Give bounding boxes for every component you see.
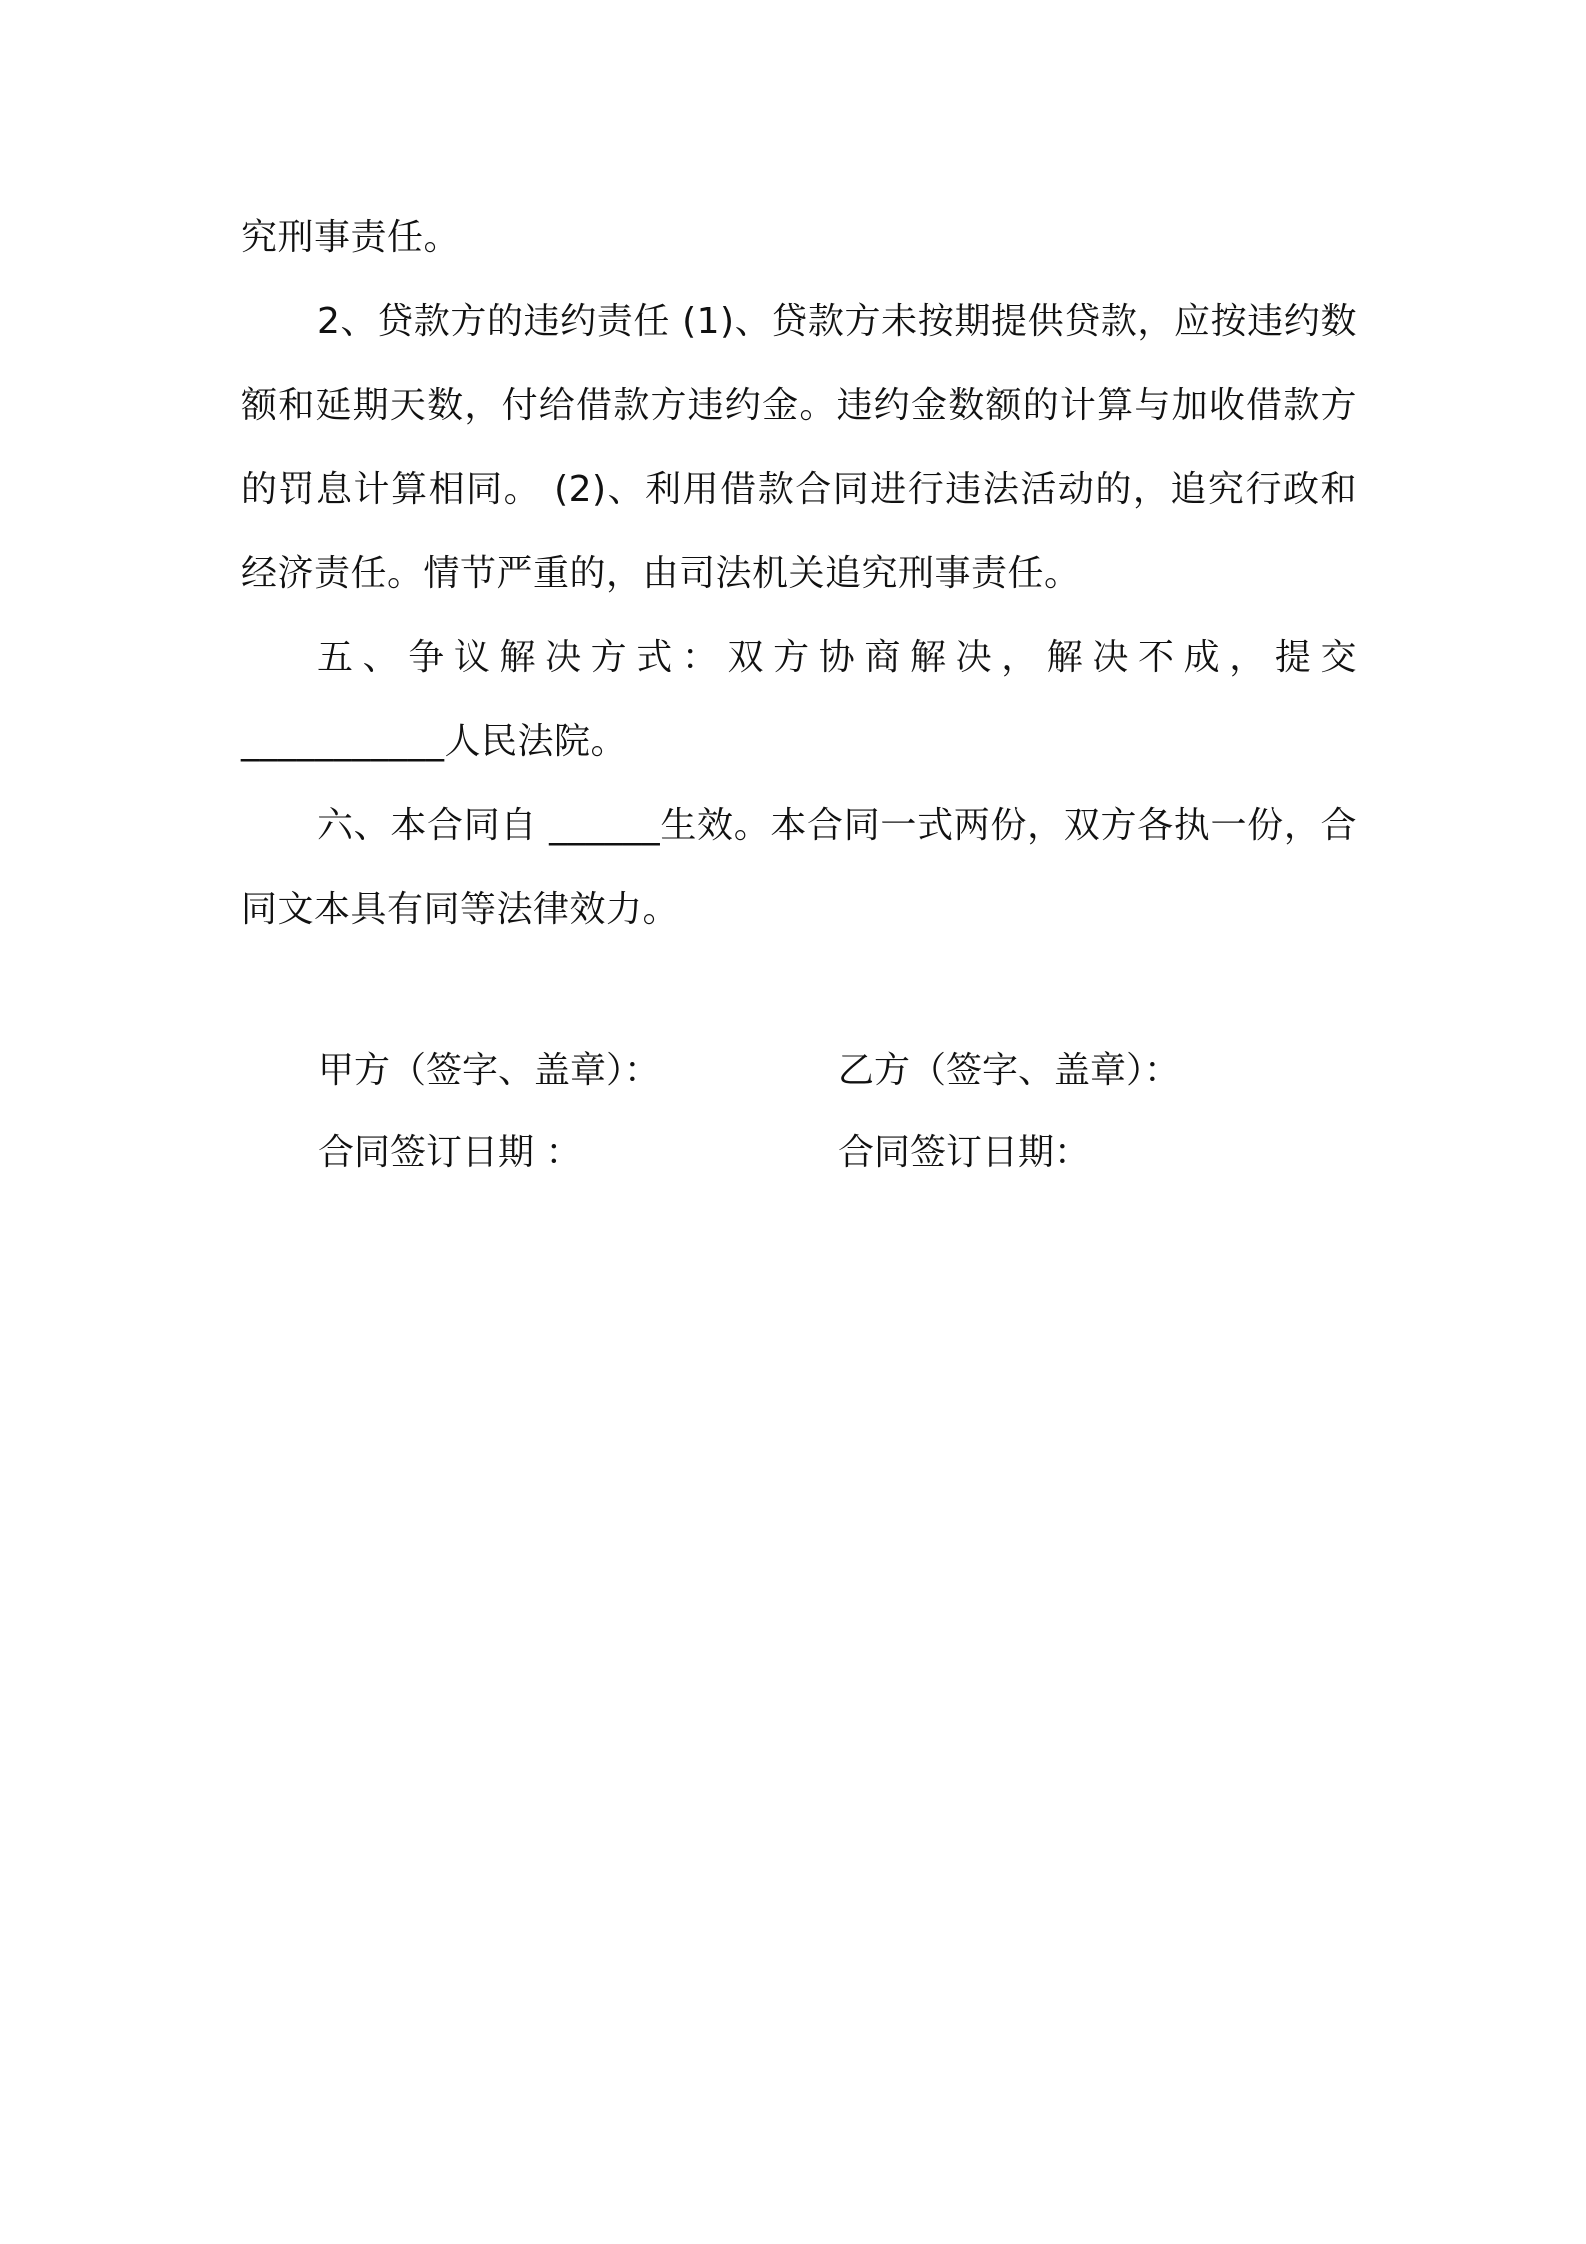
paragraph-lender-liability: 2、贷款方的违约责任 (1)、贷款方未按期提供贷款，应按违约数额和延期天数，付给借款方违约金。违约金数额的计算与加收借款方的罚息计算相同。 (2)、利用借款合同进行违法活动的，追究行政和经济责任。情节严重的，由司法机关追究刑事责任。 xyxy=(241,301,1357,594)
party-a-date-label: 合同签订日期 ： xyxy=(318,1132,582,1173)
contract-body xyxy=(241,196,1357,952)
date-row xyxy=(318,1112,1358,1194)
signature-row xyxy=(318,1030,1358,1112)
paragraph-dispute-resolution: 五、争议解决方式：双方协商解决，解决不成，提交___________人民法院。 xyxy=(241,637,1357,762)
paragraph-continuation: 究刑事责任。 xyxy=(241,217,461,258)
party-b-signature-label: 乙方（签字、盖章）： xyxy=(838,1050,1181,1091)
signature-block xyxy=(318,1030,1358,1194)
paragraph-effective-date: 六、本合同自 ______生效。本合同一式两份，双方各执一份，合同文本具有同等法律效力。 xyxy=(241,805,1357,930)
party-a-signature-label: 甲方（签字、盖章）： xyxy=(318,1050,661,1091)
party-b-date-label: 合同签订日期： xyxy=(838,1132,1091,1173)
